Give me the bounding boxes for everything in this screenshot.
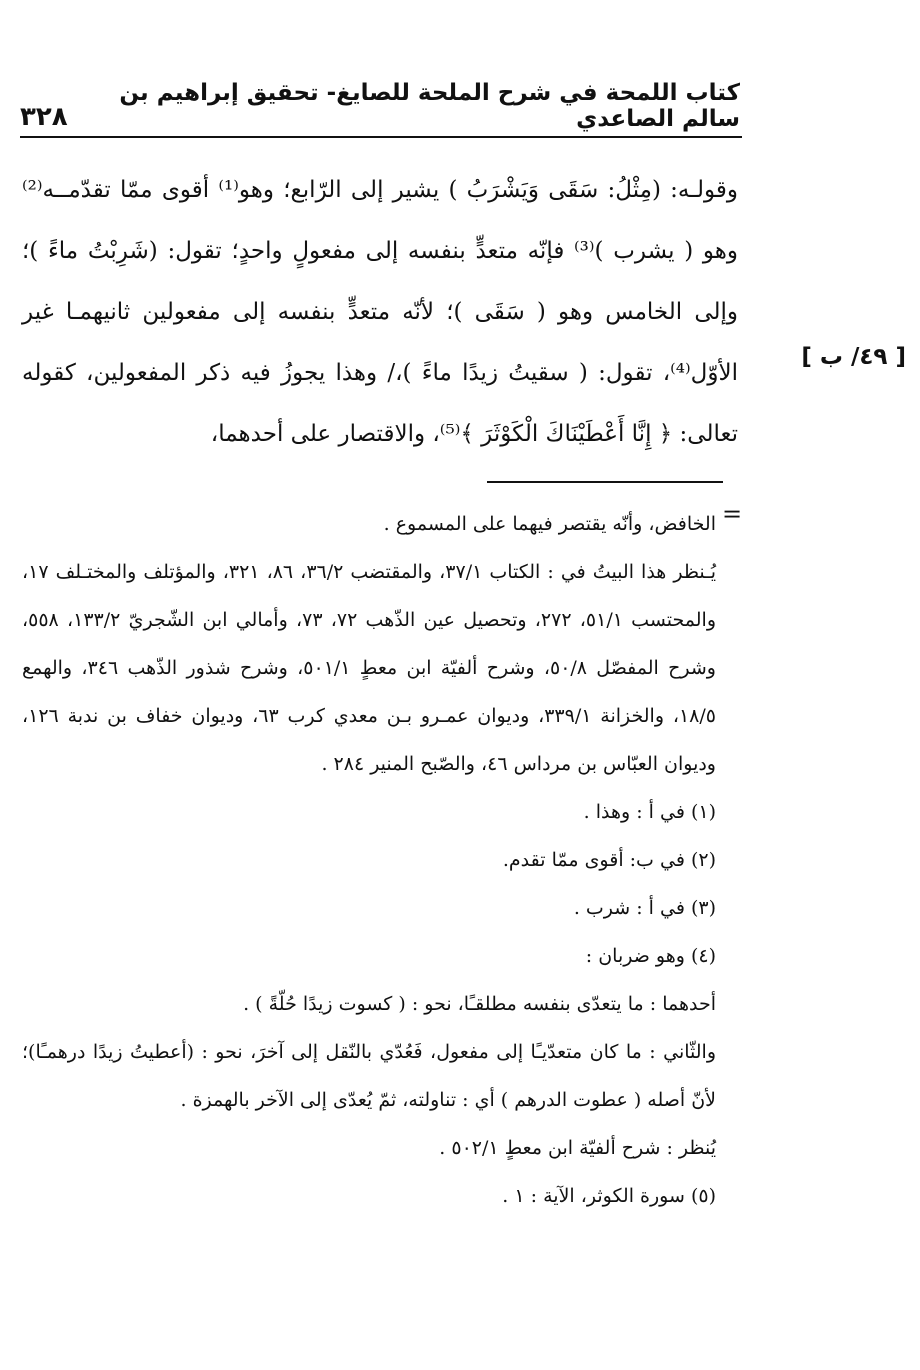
footnote-5: (٥) سورة الكوثر، الآية : ١ . (502, 1185, 716, 1207)
footnote-4-second: والثّاني : ما كان متعدّيـًا إلى مفعول، فَعُدّي بالنّقل إلى آخرَ، نحو : (أعطيتُ زيدًا درهمـًا)؛ لأنّ أصله ( عطوت الدرهم ) أي : تناولته، ثمّ يُعدّى إلى الآخر بالهمزة . (22, 1041, 716, 1111)
footnote-4-first: أحدهما : ما يتعدّى بنفسه مطلقـًا، نحو : ( كسوت زيدًا حُلّةً ) . (243, 993, 716, 1015)
running-header (20, 80, 740, 132)
footnote-1: (١) في أ : وهذا . (583, 801, 716, 823)
continuation-mark: = (722, 500, 743, 528)
main-text (22, 160, 738, 465)
book-title: كتاب اللمحة في شرح الملحة للصايغ- تحقيق إبراهيم بن سالم الصاعدي (119, 80, 740, 132)
main-paragraph: وقولـه: (مِثْلُ: سَقَى وَيَشْرَبُ ) يشير إلى الرّابع؛ وهو⁽¹⁾ أقوى ممّا تقدّمــه⁽²⁾ وهو ( يشرب )⁽³⁾ فإنّه متعدٍّ بنفسه إلى مفعولٍ واحدٍ؛ تقول: (شَرِبْتُ ماءً )؛ وإلى الخامس وهو ( سَقَى )؛ لأنّه متعدٍّ بنفسه إلى مفعولين ثانيهمـا غير الأوّل⁽⁴⁾، تقول: ( سقيتُ زيدًا ماءً )،/ وهذا يجوزُ فيه ذكر المفعولين، كقوله تعالى: ﴿ إِنَّا أَعْطَيْنَاكَ الْكَوْثَرَ ﴾⁽⁵⁾، والاقتصار على أحدهما، (22, 177, 738, 447)
manuscript-folio-ref: [ ٤٩/ ب ] (801, 344, 906, 370)
page-number: ٣٢٨ (20, 102, 68, 132)
header-rule (20, 136, 742, 138)
footnote-2: (٢) في ب: أقوى ممّا تقدم. (502, 849, 716, 871)
footnote-3: (٣) في أ : شرب . (573, 897, 716, 919)
footnotes (22, 500, 716, 1220)
footnote-separator (487, 481, 723, 483)
footnote-4: (٤) وهو ضربان : (585, 945, 716, 967)
footnote-references: يُـنظر هذا البيتُ في : الكتاب ٣٧/١، والمقتضب ٣٦/٢، ٨٦، ٣٢١، والمؤتلف والمختـلف ١٧، والمحتسب ٥١/١، ٢٧٢، وتحصيل عين الذّهب ٧٢، ٧٣، وأمالي ابن الشّجريّ ١٣٣/٢، ٥٥٨، وشرح المفصّل ٥٠/٨، وشرح ألفيّة ابن معطٍ ٥٠١/١، وشرح شذور الذّهب ٣٤٦، والهمع ١٨/٥، والخزانة ٣٣٩/١، وديوان عمـرو بـن معدي كرب ٦٣، وديوان خفاف بن ندبة ١٢٦، وديوان العبّاس بن مرداس ٤٦، والصّبح المنير ٢٨٤ . (22, 561, 717, 775)
footnote-continued: الخافض، وأنّه يقتصر فيهما على المسموع . (383, 513, 716, 535)
footnote-4-source: يُنظر : شرح ألفيّة ابن معطٍ ٥٠٢/١ . (439, 1137, 716, 1159)
